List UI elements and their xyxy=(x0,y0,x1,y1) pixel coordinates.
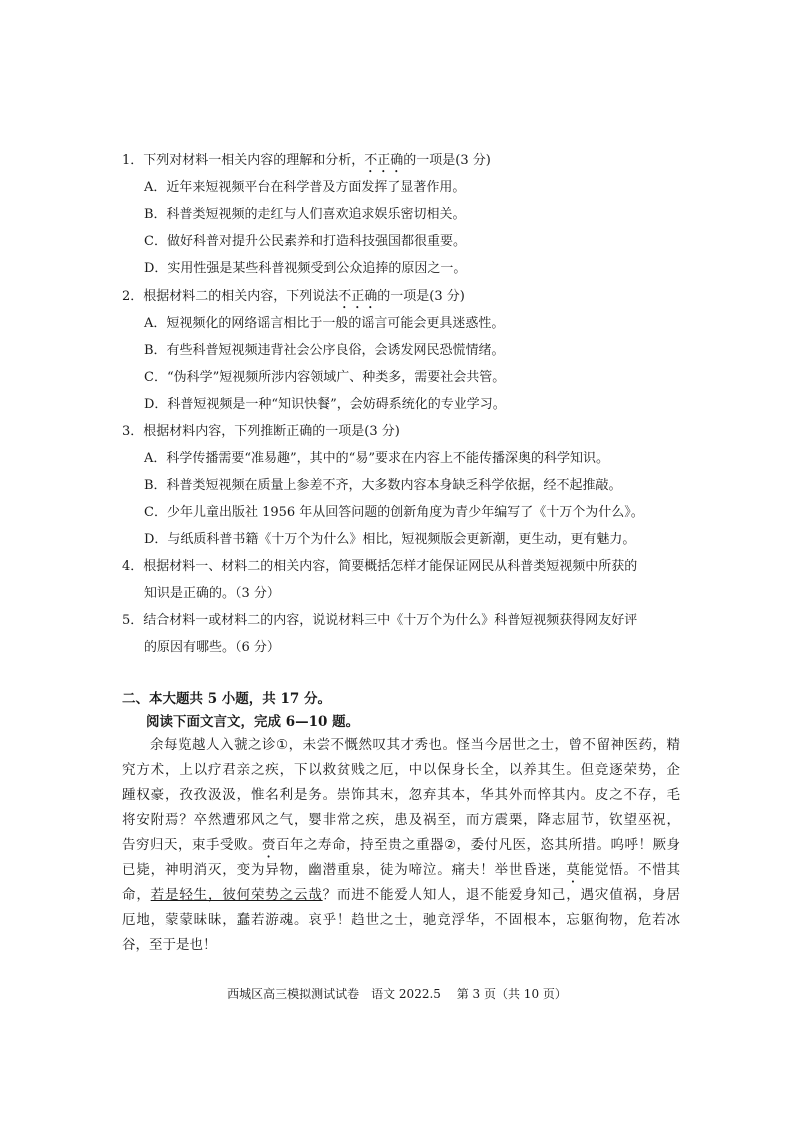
classical-text-line-2: 究方术，上以疗君亲之疾，下以救贫贱之厄，中以保身长全，以养其生。但竞逐荣势，企 xyxy=(122,762,680,778)
question-5-stem: 5．结合材料一或材料二的内容，说说材料三中《十万个为什么》科普短视频获得网友好评 xyxy=(122,613,638,628)
question-3-option-a: A．科学传播需要“准易趣”，其中的“易”要求在内容上不能传播深奥的科学知识。 xyxy=(144,451,609,466)
question-3-option-c: C．少年儿童出版社 1956 年从回答问题的创新角度为青少年编写了《十万个为什么》。 xyxy=(144,505,644,520)
question-1-option-b: B．科普类短视频的走红与人们喜欢追求娱乐密切相关。 xyxy=(144,207,466,222)
question-5-stem-continued: 的原因有哪些。（6 分） xyxy=(144,640,280,655)
classical-text-line-8: 厄地，蒙蒙昧昧，蠢若游魂。哀乎！趋世之士，驰竞浮华，不固根本，忘躯徇物，危若冰 xyxy=(122,912,680,928)
question-1-option-a: A．近年来短视频平台在科学普及方面发挥了显著作用。 xyxy=(144,180,466,195)
question-2-option-b: B．有些科普短视频违背社会公序良俗，会诱发网民恐慌情绪。 xyxy=(144,343,505,358)
question-1-option-d: D．实用性强是某些科普视频受到公众追捧的原因之一。 xyxy=(144,261,467,276)
question-2-stem: 2．根据材料二的相关内容，下列说法不正确的一项是(3 分) xyxy=(122,289,465,304)
question-3-stem: 3．根据材料内容，下列推断正确的一项是(3 分) xyxy=(122,424,400,439)
question-4-stem-continued: 知识是正确的。（3 分） xyxy=(144,586,280,601)
question-2-option-c: C．“伪科学”短视频所涉内容领域广、种类多，需要社会共管。 xyxy=(144,370,506,385)
classical-text-line-4: 将安附焉？卒然遭邪风之气，婴非常之疾，患及祸至，而方震栗，降志屈节，钦望巫祝， xyxy=(122,812,680,828)
question-1-option-c: C．做好科普对提升公民素养和打造科技强国都很重要。 xyxy=(144,234,466,249)
classical-text-line-5: 告穷归天，束手受败。赍百年之寿命，持至贵之重器②，委付凡医，恣其所措。呜呼！厥身 xyxy=(122,837,681,853)
question-4-stem: 4．根据材料一、材料二的相关内容，简要概括怎样才能保证网民从科普类短视频中所获的 xyxy=(122,559,638,574)
question-3-option-d: D．与纸质科普书籍《十万个为什么》相比，短视频版会更新潮，更生动，更有魅力。 xyxy=(144,532,636,547)
question-2-option-d: D．科普短视频是一种“知识快餐”，会妨碍系统化的专业学习。 xyxy=(144,397,506,412)
classical-text-line-9: 谷，至于是也！ xyxy=(122,937,217,953)
section-2-heading: 二、本大题共 5 小题，共 17 分。 xyxy=(122,691,331,707)
classical-text-line-7: 命，若是轻生，彼何荣势之云哉？而进不能爱人知人，退不能爱身知己，遇灾值祸，身居 xyxy=(122,887,681,903)
question-2-option-a: A．短视频化的网络谣言相比于一般的谣言可能会更具迷惑性。 xyxy=(144,316,505,331)
underlined-sentence: 若是轻生，彼何荣势之云哉 xyxy=(150,887,323,903)
classical-text-line-6: 已毙，神明消灭，变为异物，幽潜重泉，徒为啼泣。痛夫！举世昏迷，莫能觉悟。不惜其 xyxy=(122,862,681,878)
page-footer: 西城区高三模拟测试试卷 语文 2022.5 第 3 页（共 10 页） xyxy=(227,987,567,1001)
classical-text-line-3: 踵权豪，孜孜汲汲，惟名利是务。崇饰其末，忽弃其本，华其外而悴其内。皮之不存，毛 xyxy=(122,787,680,803)
classical-text-line-1: 余每览越人入虢之诊①，未尝不慨然叹其才秀也。怪当今居世之士，曾不留神医药，精 xyxy=(122,737,680,753)
section-2-instruction: 阅读下面文言文，完成 6—10 题。 xyxy=(146,714,360,730)
question-3-option-b: B．科普类短视频在质量上参差不齐，大多数内容本身缺乏科学依据，经不起推敲。 xyxy=(144,478,622,493)
question-1-stem: 1．下列对材料一相关内容的理解和分析，不正确的一项是(3 分) xyxy=(122,153,491,168)
